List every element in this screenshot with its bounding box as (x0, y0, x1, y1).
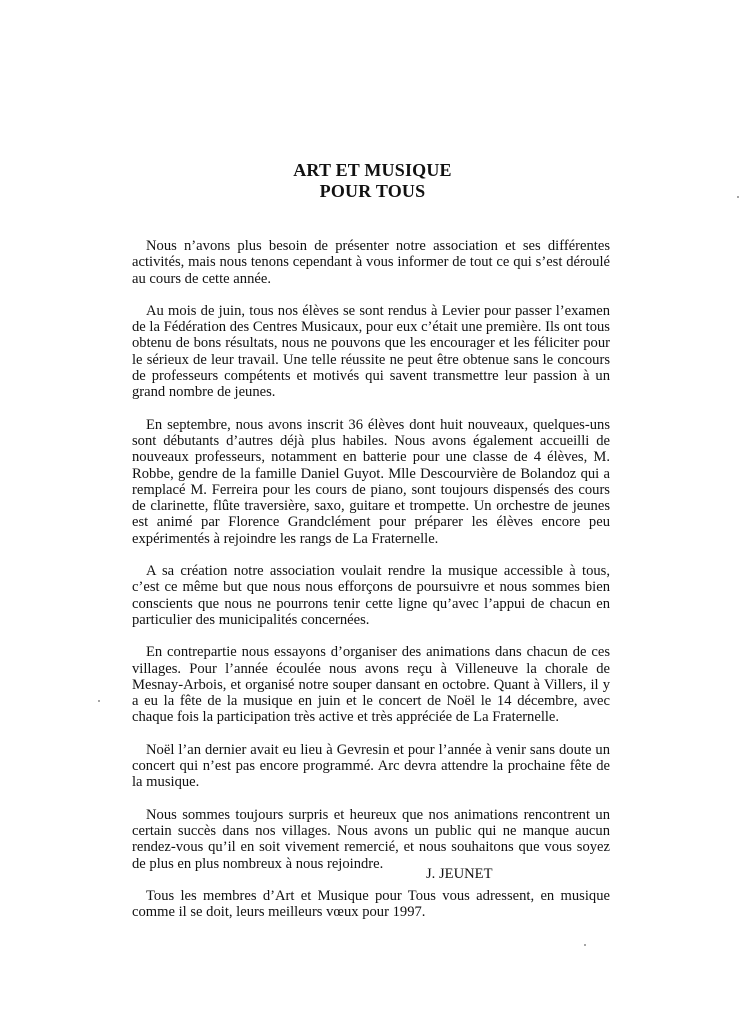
scan-speck (98, 700, 100, 702)
scan-speck (584, 944, 586, 946)
paragraph: Tous les membres d’Art et Musique pour Tous vous adressent, en musique comme il se doit, leurs meilleurs vœux pour 1997. (132, 887, 610, 921)
scan-speck (737, 196, 739, 198)
paragraph: En contrepartie nous essayons d’organiser des animations dans chacun de ces villages. Pour l’année écoulée nous avons reçu à Villeneuve la chorale de Mesnay-Arbois, et organisé notre souper dansant en octobre. Quant à Villers, il y a eu la fête de la musique en juin et le concert de Noël le 14 décembre, avec chaque fois la participation très active et très appréciée de La Fraternelle. (132, 644, 610, 726)
paragraph: Au mois de juin, tous nos élèves se sont rendus à Levier pour passer l’examen de la Fédération des Centres Musicaux, pour eux c’était une première. Ils ont tous obtenu de bons résultats, nous ne pouvons que les encourager et les féliciter pour le sérieux de leur travail. Une telle réussite ne peut être obtenue sans le concours de professeurs compétents et motivés qui savent transmettre leur passion à un grand nombre de jeunes. (132, 302, 610, 401)
document-title (0, 160, 745, 202)
paragraph: A sa création notre association voulait rendre la musique accessible à tous, c’est ce même but que nous nous efforçons de poursuivre et nous sommes bien conscients que nous ne pourrons tenir cette ligne qu’avec l’appui de chacun en particulier des municipalités concernées. (132, 563, 610, 628)
article-body (132, 238, 610, 936)
title-line-1: ART ET MUSIQUE (293, 160, 452, 180)
signature: J. JEUNET (426, 866, 493, 882)
paragraph: En septembre, nous avons inscrit 36 élèves dont huit nouveaux, quelques-uns sont débutants d’autres déjà plus habiles. Nous avons également accueilli de nouveaux professeurs, notamment en batterie pour une classe de 4 élèves, M. Robbe, gendre de la famille Daniel Guyot. Mlle Descourvière de Bolandoz qui a remplacé M. Ferreira pour les cours de piano, sont toujours dispensés des cours de clarinette, flûte traversière, saxo, guitare et trompette. Un orchestre de jeunes est animé par Florence Grandclément pour préparer les élèves encore peu expérimentés à rejoindre les rangs de La Fraternelle. (132, 416, 610, 547)
paragraph: Nous sommes toujours surpris et heureux que nos animations rencontrent un certain succès dans nos villages. Nous avons un public qui ne manque aucun rendez-vous qu’il en soit vivement remercié, et nous souhaitons que vous soyez de plus en plus nombreux à nous rejoindre. (132, 806, 610, 872)
paragraph: Nous n’avons plus besoin de présenter notre association et ses différentes activités, mais nous tenons cependant à vous informer de tout ce qui s’est déroulé au cours de cette année. (132, 238, 610, 287)
paragraph: Noël l’an dernier avait eu lieu à Gevresin et pour l’année à venir sans doute un concert qui n’est pas encore programmé. Arc devra attendre la prochaine fête de la musique. (132, 741, 610, 791)
title-line-2: POUR TOUS (319, 181, 426, 201)
